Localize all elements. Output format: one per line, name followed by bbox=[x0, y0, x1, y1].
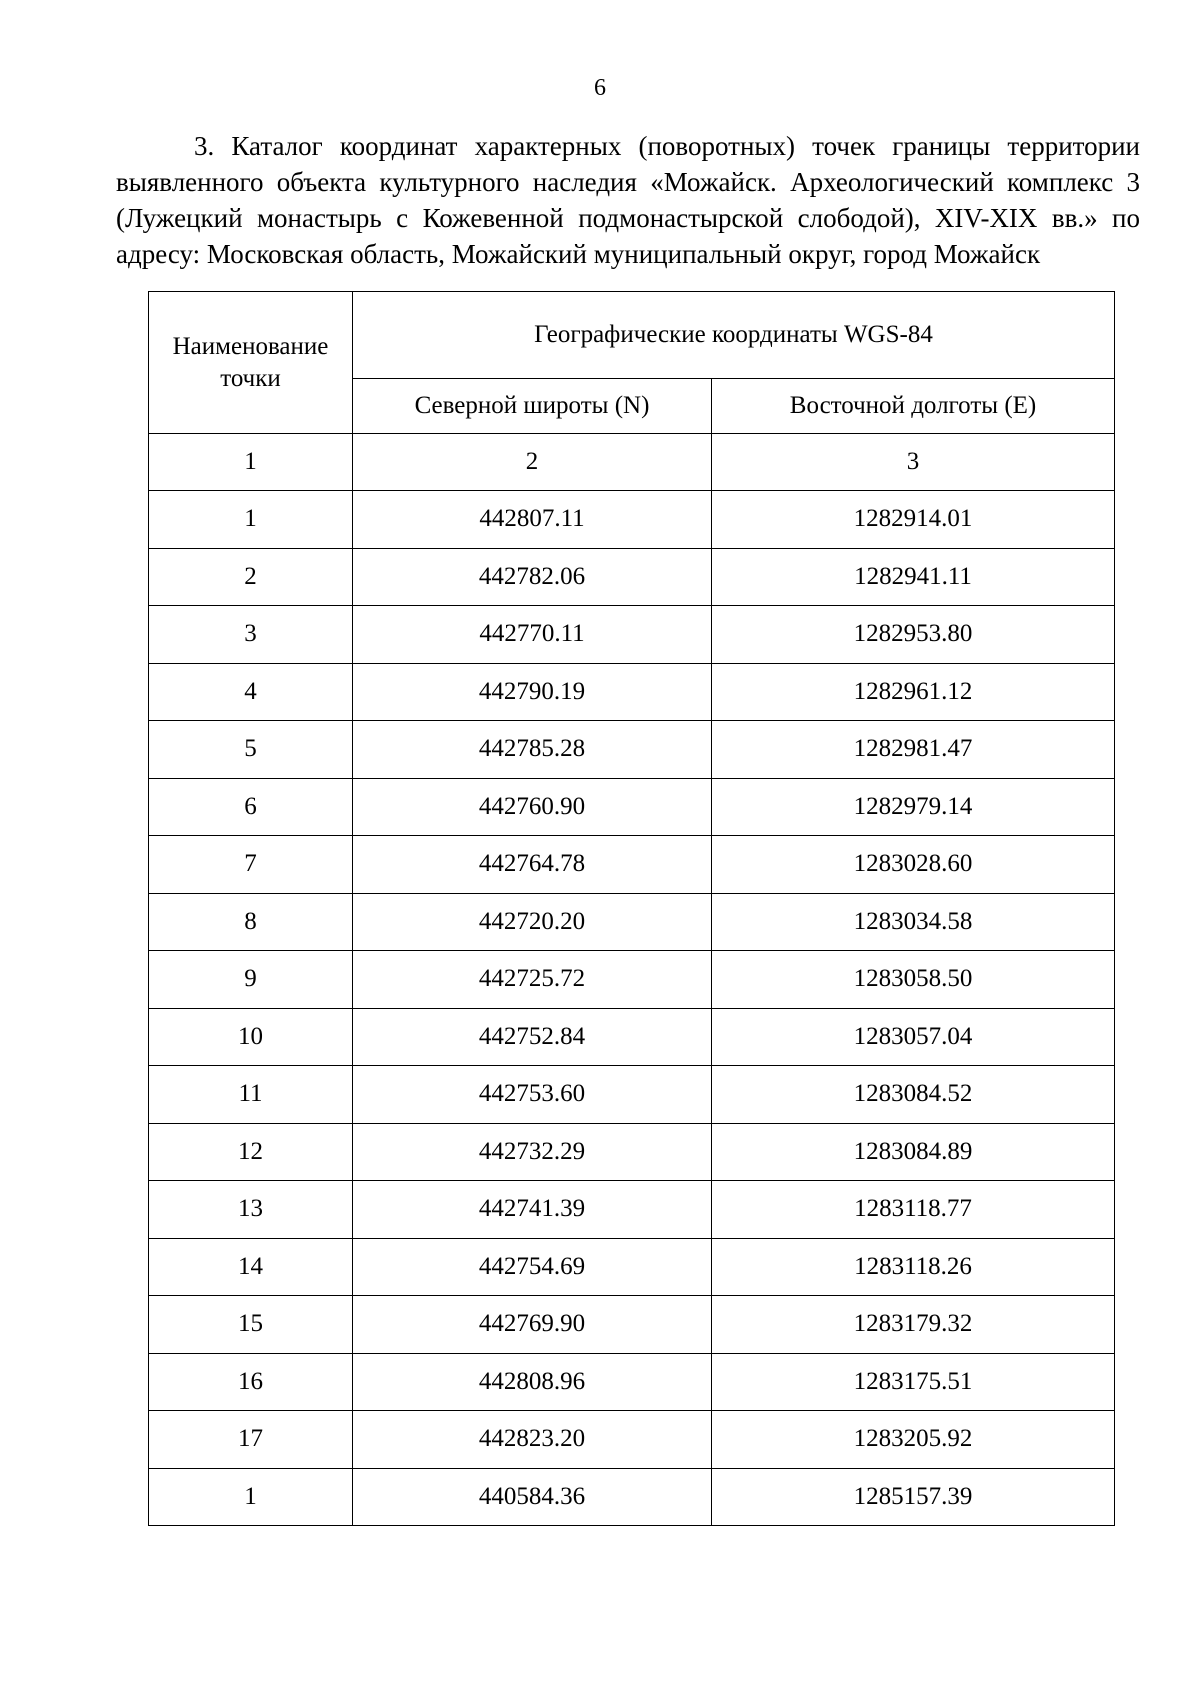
east-longitude-cell: 1282941.11 bbox=[712, 548, 1115, 606]
north-latitude-cell: 442760.90 bbox=[353, 778, 712, 836]
east-longitude-cell: 1283057.04 bbox=[712, 1008, 1115, 1066]
east-longitude-cell: 1283118.26 bbox=[712, 1238, 1115, 1296]
table-row bbox=[149, 548, 1115, 606]
column-number: 3 bbox=[712, 434, 1115, 491]
north-latitude-cell: 442732.29 bbox=[353, 1123, 712, 1181]
table-header-row bbox=[149, 292, 1115, 379]
table-row bbox=[149, 1181, 1115, 1239]
table-row bbox=[149, 836, 1115, 894]
header-east-longitude: Восточной долготы (E) bbox=[712, 379, 1115, 434]
table-row bbox=[149, 893, 1115, 951]
east-longitude-cell: 1282961.12 bbox=[712, 663, 1115, 721]
column-number-row bbox=[149, 434, 1115, 491]
east-longitude-cell: 1283084.52 bbox=[712, 1066, 1115, 1124]
north-latitude-cell: 442741.39 bbox=[353, 1181, 712, 1239]
table-row bbox=[149, 951, 1115, 1009]
point-name-cell: 8 bbox=[149, 893, 353, 951]
table-row bbox=[149, 1468, 1115, 1526]
point-name-cell: 7 bbox=[149, 836, 353, 894]
north-latitude-cell: 442782.06 bbox=[353, 548, 712, 606]
table-body bbox=[149, 434, 1115, 1526]
table-row bbox=[149, 1123, 1115, 1181]
point-name-cell: 6 bbox=[149, 778, 353, 836]
table-row bbox=[149, 663, 1115, 721]
east-longitude-cell: 1283084.89 bbox=[712, 1123, 1115, 1181]
point-name-cell: 14 bbox=[149, 1238, 353, 1296]
north-latitude-cell: 442754.69 bbox=[353, 1238, 712, 1296]
point-name-cell: 16 bbox=[149, 1353, 353, 1411]
north-latitude-cell: 442720.20 bbox=[353, 893, 712, 951]
coordinates-table bbox=[148, 291, 1115, 1526]
table-row bbox=[149, 491, 1115, 549]
north-latitude-cell: 442753.60 bbox=[353, 1066, 712, 1124]
north-latitude-cell: 442808.96 bbox=[353, 1353, 712, 1411]
table-row bbox=[149, 778, 1115, 836]
column-number: 2 bbox=[353, 434, 712, 491]
header-point-name bbox=[149, 292, 353, 434]
header-north-latitude: Северной широты (N) bbox=[353, 379, 712, 434]
point-name-cell: 15 bbox=[149, 1296, 353, 1354]
east-longitude-cell: 1283028.60 bbox=[712, 836, 1115, 894]
north-latitude-cell: 442823.20 bbox=[353, 1411, 712, 1469]
east-longitude-cell: 1285157.39 bbox=[712, 1468, 1115, 1526]
east-longitude-cell: 1282981.47 bbox=[712, 721, 1115, 779]
point-name-cell: 13 bbox=[149, 1181, 353, 1239]
north-latitude-cell: 442752.84 bbox=[353, 1008, 712, 1066]
point-name-cell: 11 bbox=[149, 1066, 353, 1124]
east-longitude-cell: 1283058.50 bbox=[712, 951, 1115, 1009]
table-row bbox=[149, 1066, 1115, 1124]
north-latitude-cell: 442770.11 bbox=[353, 606, 712, 664]
point-name-cell: 2 bbox=[149, 548, 353, 606]
table-row bbox=[149, 1008, 1115, 1066]
north-latitude-cell: 442785.28 bbox=[353, 721, 712, 779]
point-name-cell: 4 bbox=[149, 663, 353, 721]
east-longitude-cell: 1283179.32 bbox=[712, 1296, 1115, 1354]
point-name-cell: 10 bbox=[149, 1008, 353, 1066]
column-number: 1 bbox=[149, 434, 353, 491]
east-longitude-cell: 1283034.58 bbox=[712, 893, 1115, 951]
table-row bbox=[149, 1296, 1115, 1354]
east-longitude-cell: 1283175.51 bbox=[712, 1353, 1115, 1411]
north-latitude-cell: 442769.90 bbox=[353, 1296, 712, 1354]
north-latitude-cell: 442764.78 bbox=[353, 836, 712, 894]
section-heading-text: 3. Каталог координат характерных (поворотных) точек границы территории выявленного объекта культурного наследия «Можайск. Археологический комплекс 3 (Лужецкий монастырь с Кожевенной подмонастырской слободой), XIV-XIX вв.» по адресу: Московская область, Можайский муниципальный округ, город Можайск bbox=[116, 131, 1140, 269]
page-number: 6 bbox=[594, 75, 606, 101]
point-name-cell: 1 bbox=[149, 1468, 353, 1526]
point-name-cell: 3 bbox=[149, 606, 353, 664]
north-latitude-cell: 442725.72 bbox=[353, 951, 712, 1009]
table-row bbox=[149, 721, 1115, 779]
north-latitude-cell: 442790.19 bbox=[353, 663, 712, 721]
table-row bbox=[149, 1353, 1115, 1411]
east-longitude-cell: 1282979.14 bbox=[712, 778, 1115, 836]
point-name-cell: 5 bbox=[149, 721, 353, 779]
header-point-name-text: Наименование точки bbox=[172, 332, 329, 392]
east-longitude-cell: 1282914.01 bbox=[712, 491, 1115, 549]
table-row bbox=[149, 606, 1115, 664]
table-row bbox=[149, 1238, 1115, 1296]
point-name-cell: 17 bbox=[149, 1411, 353, 1469]
east-longitude-cell: 1283118.77 bbox=[712, 1181, 1115, 1239]
point-name-cell: 12 bbox=[149, 1123, 353, 1181]
north-latitude-cell: 440584.36 bbox=[353, 1468, 712, 1526]
section-heading bbox=[116, 128, 1140, 272]
point-name-cell: 9 bbox=[149, 951, 353, 1009]
east-longitude-cell: 1283205.92 bbox=[712, 1411, 1115, 1469]
north-latitude-cell: 442807.11 bbox=[353, 491, 712, 549]
point-name-cell: 1 bbox=[149, 491, 353, 549]
table-row bbox=[149, 1411, 1115, 1469]
east-longitude-cell: 1282953.80 bbox=[712, 606, 1115, 664]
header-geo-coords: Географические координаты WGS-84 bbox=[353, 292, 1115, 379]
